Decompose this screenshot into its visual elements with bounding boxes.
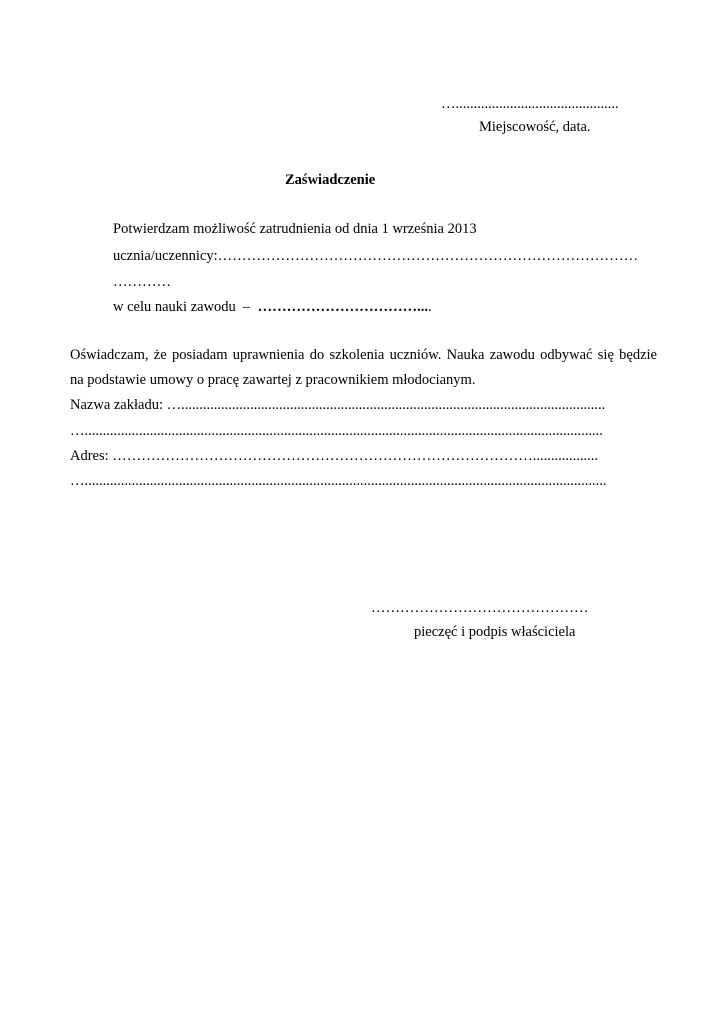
- address-dots: ……………………………………………………………………………..................: [112, 448, 599, 464]
- declaration-line-2: na podstawie umowy o pracę zawartej z pracownikiem młodocianym.: [70, 372, 476, 388]
- signature-dots: ………………………………………: [371, 600, 589, 616]
- place-date-label: Miejscowość, data.: [479, 119, 591, 135]
- address-line: [70, 449, 598, 464]
- company-name-label: Nazwa zakładu:: [70, 397, 167, 413]
- student-dots-continued: …………: [113, 274, 171, 290]
- address-label: Adres:: [70, 448, 113, 464]
- profession-dots-tail: .: [427, 299, 432, 315]
- student-dots: ……………………………………………………………………………: [217, 248, 639, 264]
- signature-label: pieczęć i podpis właściciela: [414, 624, 576, 640]
- place-date-dots: ….............................................: [441, 96, 619, 112]
- confirmation-line: Potwierdzam możliwość zatrudnienia od dnia 1 września 2013: [113, 221, 477, 237]
- profession-line: [113, 300, 432, 315]
- student-line: [113, 249, 638, 264]
- profession-label: w celu nauki zawodu –: [113, 299, 258, 315]
- profession-dots: ……………………………...: [257, 299, 428, 315]
- company-name-dots-continued: …...............................................................................................................................................: [70, 423, 603, 439]
- declaration-line-1: Oświadczam, że posiadam uprawnienia do szkolenia uczniów. Nauka zawodu odbywać się będzie: [70, 347, 657, 363]
- company-name-line: [70, 398, 605, 413]
- address-dots-continued: …................................................................................................................................................: [70, 473, 607, 489]
- document-title: Zaświadczenie: [285, 172, 376, 188]
- company-name-dots: ….....................................................................................................................: [166, 397, 606, 413]
- student-label: ucznia/uczennicy:: [113, 248, 218, 264]
